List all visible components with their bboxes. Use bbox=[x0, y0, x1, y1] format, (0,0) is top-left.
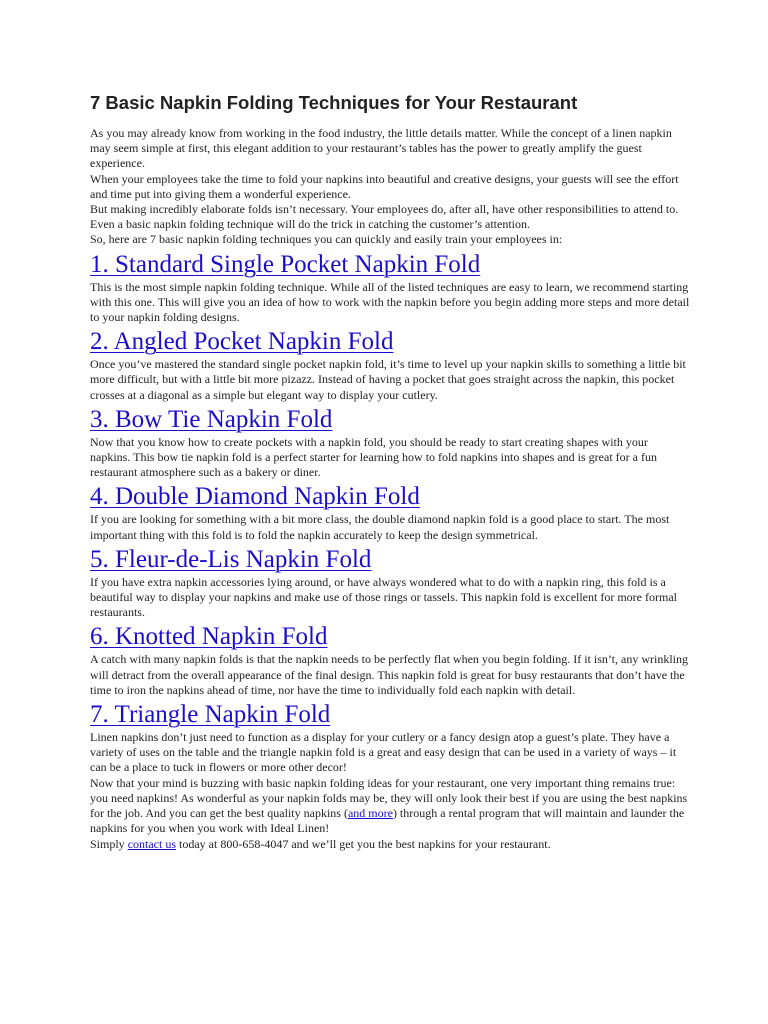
closing bbox=[90, 776, 690, 852]
section-body: Now that you know how to create pockets with a napkin fold, you should be ready to start creating shapes with your napkins. This bow tie napkin fold is a perfect starter for learning how to fold napkins into shapes and is great for a fun restaurant atmosphere such as a bakery or diner. bbox=[90, 434, 657, 480]
section-heading-link[interactable]: 7. Triangle Napkin Fold bbox=[90, 701, 331, 729]
section-body: If you are looking for something with a bit more class, the double diamond napkin fold is a good place to start. The most important thing with this fold is to fold the napkin accurately to keep the design symmetrical. bbox=[90, 512, 670, 542]
intro-paragraph: When your employees take the time to fold your napkins into beautiful and creative designs, your guests will see the effort and time put into giving them a wonderful experience. bbox=[90, 171, 679, 201]
section-heading-link[interactable]: 2. Angled Pocket Napkin Fold bbox=[90, 328, 394, 356]
section-4 bbox=[90, 483, 690, 542]
section-6 bbox=[90, 623, 690, 698]
section-heading-link[interactable]: 4. Double Diamond Napkin Fold bbox=[90, 483, 420, 511]
intro bbox=[90, 126, 690, 248]
section-5 bbox=[90, 546, 690, 621]
closing-text: ) through a rental program that will maintain and launder the napkins for you when you work with Ideal Linen! bbox=[90, 806, 685, 836]
section-body: If you have extra napkin accessories lying around, or have always wondered what to do with a napkin ring, this fold is a beautiful way to display your napkins and make use of those rings or tassels. This napkin fold is excellent for more formal restaurants. bbox=[90, 574, 677, 620]
section-body: Linen napkins don’t just need to function as a display for your cutlery or a fancy design atop a guest’s plate. They have a variety of uses on the table and the triangle napkin fold is a great and easy design that can be used in a variety of ways – it can be a place to tuck in flowers or more other decor! bbox=[90, 730, 677, 775]
closing-paragraph bbox=[90, 776, 690, 837]
section-2 bbox=[90, 328, 690, 403]
contact-us-link[interactable]: contact us bbox=[127, 836, 177, 851]
closing-text: Now that your mind is buzzing with basic napkin folding ideas for your restaurant, one very important thing remains true: you need napkins! As wonderful as your napkin folds may be, they will only look their best if you are using the best napkins for the job. And you can get the best quality napkins ( bbox=[90, 775, 688, 821]
closing-text: today at 800-658-4047 and we’ll get you the best napkins for your restaurant. bbox=[176, 836, 551, 851]
section-body: Once you’ve mastered the standard single pocket napkin fold, it’s time to level up your napkin skills to something a little bit more difficult, but with a little bit more pizazz. Instead of having a pocket that goes straight across the napkin, this pocket crosses at a diagonal as a simple but elegant way to display your cutlery. bbox=[90, 357, 686, 402]
intro-paragraph: But making incredibly elaborate folds isn’t necessary. Your employees do, after all, have other responsibilities to attend to. Even a basic napkin folding technique will do the trick in catching the customer’s attention. bbox=[90, 202, 679, 232]
section-1 bbox=[90, 251, 690, 326]
intro-paragraph: So, here are 7 basic napkin folding techniques you can quickly and easily train your employees in: bbox=[90, 232, 563, 247]
section-7 bbox=[90, 701, 690, 776]
section-heading-link[interactable]: 1. Standard Single Pocket Napkin Fold bbox=[90, 250, 481, 278]
section-body: A catch with many napkin folds is that the napkin needs to be perfectly flat when you begin folding. If it isn’t, any wrinkling will detract from the overall appearance of the final design. This napkin fold is great for busy restaurants that don’t have the time to iron the napkins ahead of time, nor have the time to individually fold each napkin with detail. bbox=[90, 652, 688, 697]
document-page bbox=[90, 92, 690, 852]
closing-paragraph bbox=[90, 837, 690, 852]
and-more-link[interactable]: and more bbox=[347, 806, 393, 821]
intro-paragraph: As you may already know from working in the food industry, the little details matter. While the concept of a linen napkin may seem simple at first, this elegant addition to your restaurant’s tables has the power to greatly amplify the guest experience. bbox=[90, 126, 672, 171]
section-heading-link[interactable]: 5. Fleur-de-Lis Napkin Fold bbox=[90, 545, 372, 573]
section-heading-link[interactable]: 3. Bow Tie Napkin Fold bbox=[90, 405, 333, 433]
section-3 bbox=[90, 406, 690, 481]
closing-text: Simply bbox=[90, 836, 128, 851]
section-body: This is the most simple napkin folding technique. While all of the listed techniques are easy to learn, we recommend starting with this one. This will give you an idea of how to work with the napkin before you begin adding more steps and more detail to your napkin folding designs. bbox=[90, 279, 690, 325]
section-heading-link[interactable]: 6. Knotted Napkin Fold bbox=[90, 623, 328, 651]
page-title: 7 Basic Napkin Folding Techniques for Your Restaurant bbox=[90, 92, 578, 113]
